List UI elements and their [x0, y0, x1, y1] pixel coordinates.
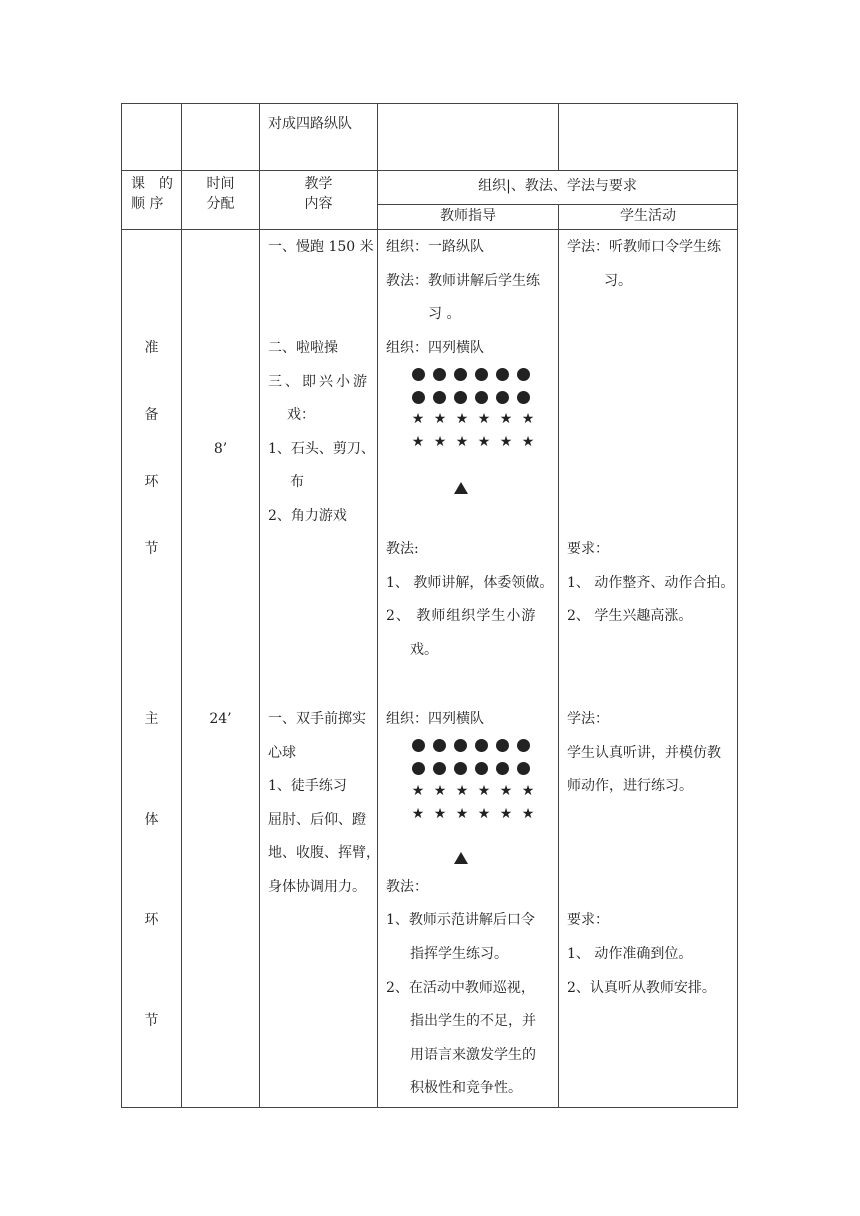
main-student-r2: 2、认真听从教师安排。 — [567, 980, 716, 996]
col-divider-4-top — [558, 103, 559, 171]
table-border-left — [121, 103, 122, 1108]
row-divider-1 — [121, 170, 738, 171]
teacher-triangle-marker — [454, 482, 468, 494]
main-content-4: 屈肘、后仰、蹬 — [268, 812, 366, 828]
prep-teacher-method1-l2: 习 。 — [428, 306, 461, 322]
main-student-learn-label: 学法： — [567, 711, 609, 727]
prep-content-1: 一、慢跑 150 米 — [268, 239, 374, 255]
main-teacher-org: 组织：四列横队 — [386, 711, 484, 727]
main-formation-row-stars-1: ★ ★ ★ ★ ★ ★ — [411, 783, 535, 799]
prep-content-5: 1、石头、剪刀、 — [268, 441, 375, 457]
formation-row-stars-2: ★ ★ ★ ★ ★ ★ — [411, 434, 535, 450]
header-group: 组织|、教法、学法与要求 — [478, 178, 637, 194]
header-student: 学生活动 — [620, 208, 676, 224]
prep-section-char-2: 备 — [144, 407, 159, 423]
col-divider-3 — [377, 103, 378, 1108]
main-teacher-m2-l3: 用语言来激发学生的 — [410, 1047, 536, 1063]
table-border-right — [737, 103, 738, 1108]
header-content-l1: 教学 — [304, 176, 333, 192]
row-divider-2 — [121, 229, 738, 230]
formation-row-students-2 — [412, 387, 530, 404]
header-order-l1: 课 的 — [131, 176, 173, 192]
prep-section-char-4: 节 — [144, 541, 159, 557]
main-formation-row-students-2 — [412, 758, 530, 775]
header-teacher: 教师指导 — [440, 208, 496, 224]
main-content-1: 一、双手前掷实 — [268, 711, 366, 727]
main-teacher-m1-l2: 指挥学生练习。 — [410, 946, 508, 962]
col-divider-2 — [259, 103, 260, 1108]
main-student-learn-l1: 学生认真听讲，并模仿教 — [567, 745, 721, 761]
main-teacher-m2-l1: 2、在活动中教师巡视， — [386, 980, 535, 996]
header-time-l1: 时间 — [206, 176, 235, 192]
main-section-char-2: 体 — [144, 812, 159, 828]
prep-content-2: 二、啦啦操 — [268, 340, 338, 356]
main-teacher-m2-l2: 指出学生的不足，并 — [410, 1013, 536, 1029]
main-student-r1: 1、 动作准确到位。 — [567, 946, 693, 962]
header-time-l2: 分配 — [206, 196, 235, 212]
prep-teacher-org2: 组织：四列横队 — [386, 340, 484, 356]
prep-teacher-m1: 1、 教师讲解，体委领做。 — [386, 575, 554, 591]
table-border-bottom — [121, 1107, 738, 1108]
prep-student-learn-l1: 学法：听教师口令学生练 — [567, 239, 721, 255]
main-teacher-method-label: 教法： — [386, 879, 428, 895]
header-order-l2: 顺 序 — [131, 196, 164, 212]
prep-student-req-label: 要求： — [567, 541, 609, 557]
main-student-learn-l2: 师动作，进行练习。 — [567, 778, 693, 794]
main-content-6: 身体协调用力。 — [268, 879, 366, 895]
prep-section-char-3: 环 — [144, 474, 159, 490]
prep-content-6: 布 — [290, 474, 304, 490]
main-student-req-label: 要求： — [567, 912, 609, 928]
prep-content-3: 三、即兴小游 — [268, 374, 370, 390]
main-section-char-4: 节 — [144, 1013, 159, 1029]
prep-section-char-1: 准 — [144, 340, 159, 356]
main-content-5: 地、收腹、挥臂， — [268, 845, 380, 861]
prep-teacher-org1: 组织：一路纵队 — [386, 239, 484, 255]
main-formation-row-students-1 — [412, 735, 530, 752]
col-divider-4 — [558, 204, 559, 1108]
main-content-2: 心球 — [268, 745, 296, 761]
main-formation-row-stars-2: ★ ★ ★ ★ ★ ★ — [411, 806, 535, 822]
main-teacher-triangle-marker — [454, 852, 468, 864]
prep-teacher-method1-l1: 教法：教师讲解后学生练 — [386, 273, 540, 289]
main-section-char-1: 主 — [144, 711, 159, 727]
table-border-top — [121, 103, 738, 104]
main-section-char-3: 环 — [144, 912, 159, 928]
prep-content-7: 2、角力游戏 — [268, 508, 347, 524]
prep-time: 8’ — [213, 441, 228, 457]
top-row-content: 对成四路纵队 — [268, 116, 352, 132]
prep-student-r1: 1、 动作整齐、动作合拍。 — [567, 575, 735, 591]
formation-row-stars-1: ★ ★ ★ ★ ★ ★ — [411, 411, 535, 427]
main-time: 24’ — [209, 711, 232, 727]
prep-teacher-m2-l1: 2、 教师组织学生小游 — [386, 608, 537, 624]
header-content-l2: 内容 — [304, 196, 333, 212]
prep-content-4: 戏： — [287, 407, 315, 423]
formation-row-students-1 — [412, 364, 530, 381]
main-content-3: 1、徒手练习 — [268, 778, 347, 794]
prep-teacher-method-label: 教法: — [386, 541, 419, 557]
prep-student-r2: 2、 学生兴趣高涨。 — [567, 608, 693, 624]
main-teacher-m1-l1: 1、教师示范讲解后口令 — [386, 912, 535, 928]
main-teacher-m2-l4: 积极性和竞争性。 — [410, 1080, 522, 1096]
prep-student-learn-l2: 习。 — [604, 273, 632, 289]
prep-teacher-m2-l2: 戏。 — [410, 642, 438, 658]
col-divider-1 — [181, 103, 182, 1108]
